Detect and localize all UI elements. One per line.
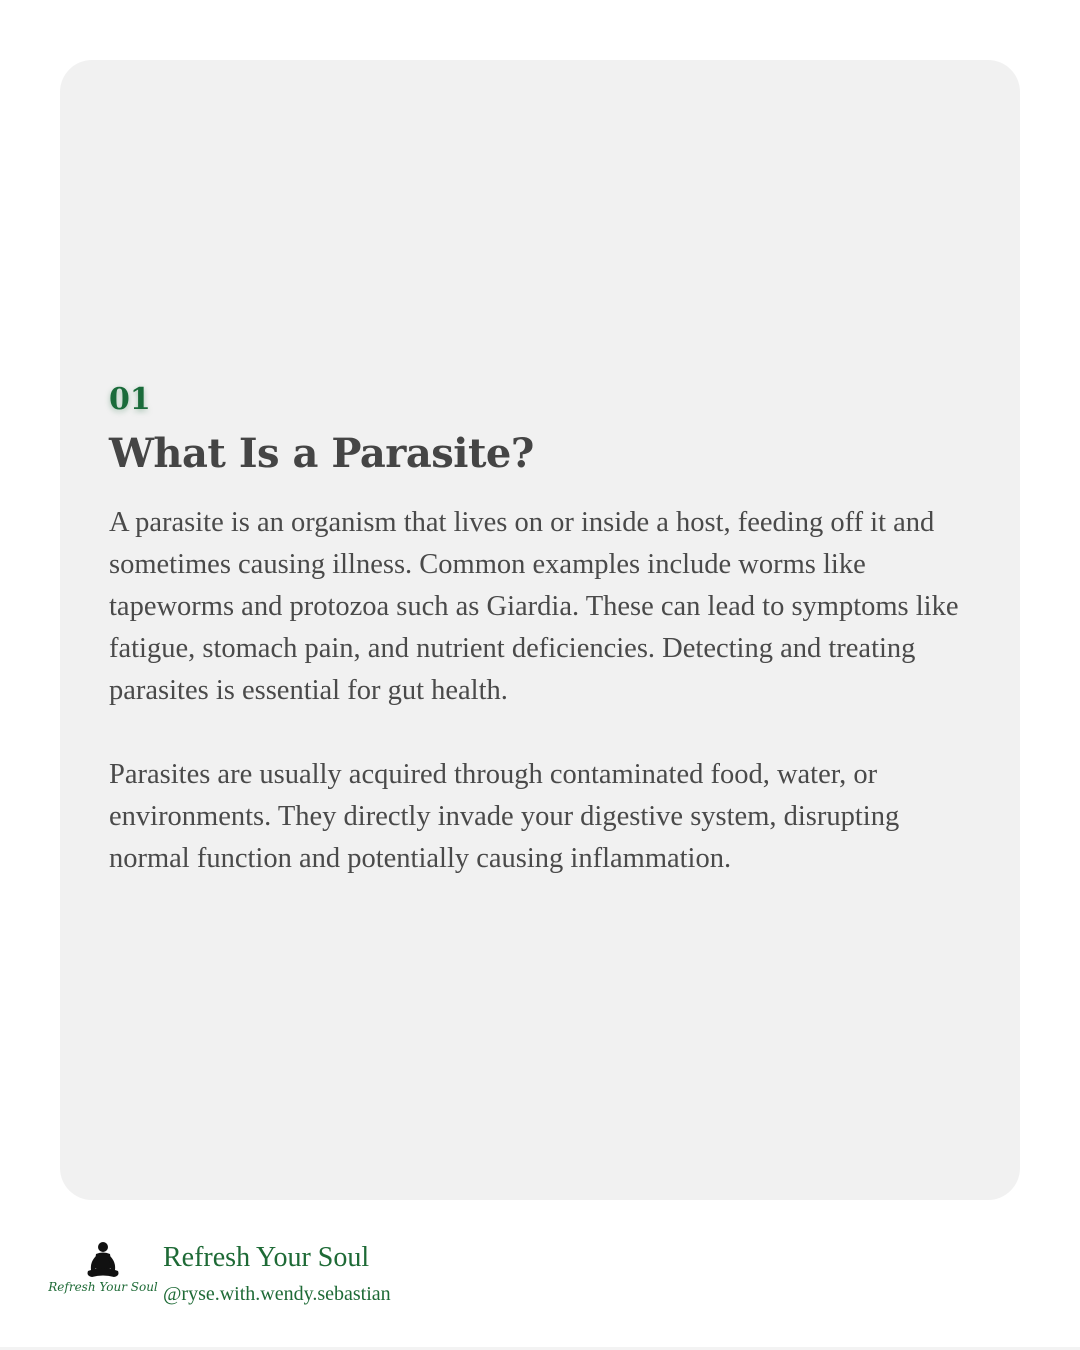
footer: [48, 1238, 1020, 1308]
paragraph-transmission: Parasites are usually acquired through contaminated food, water, or environments. They directly invade your digestive system, disrupting normal function and potentially causing inflammation.: [109, 759, 900, 874]
logo-script: Refresh Your Soul: [48, 1280, 158, 1294]
brand-name: Refresh Your Soul: [163, 1242, 370, 1273]
paragraph-definition: A parasite is an organism that lives on or inside a host, feeding off it and sometimes causing illness. Common examples include worms like tapeworms and protozoa such as Giardia. These can lead to symptoms like fatigue, stomach pain, and nutrient deficiencies. Detecting and treating parasites is essential for gut health.: [109, 507, 959, 706]
slide-number: 01: [109, 382, 151, 417]
slide-title: What Is a Parasite?: [109, 430, 534, 477]
social-handle: @ryse.with.wendy.sebastian: [163, 1283, 391, 1305]
meditation-figure-icon: [48, 1238, 158, 1298]
content-card: [60, 60, 1020, 1200]
card-content: [109, 382, 979, 880]
